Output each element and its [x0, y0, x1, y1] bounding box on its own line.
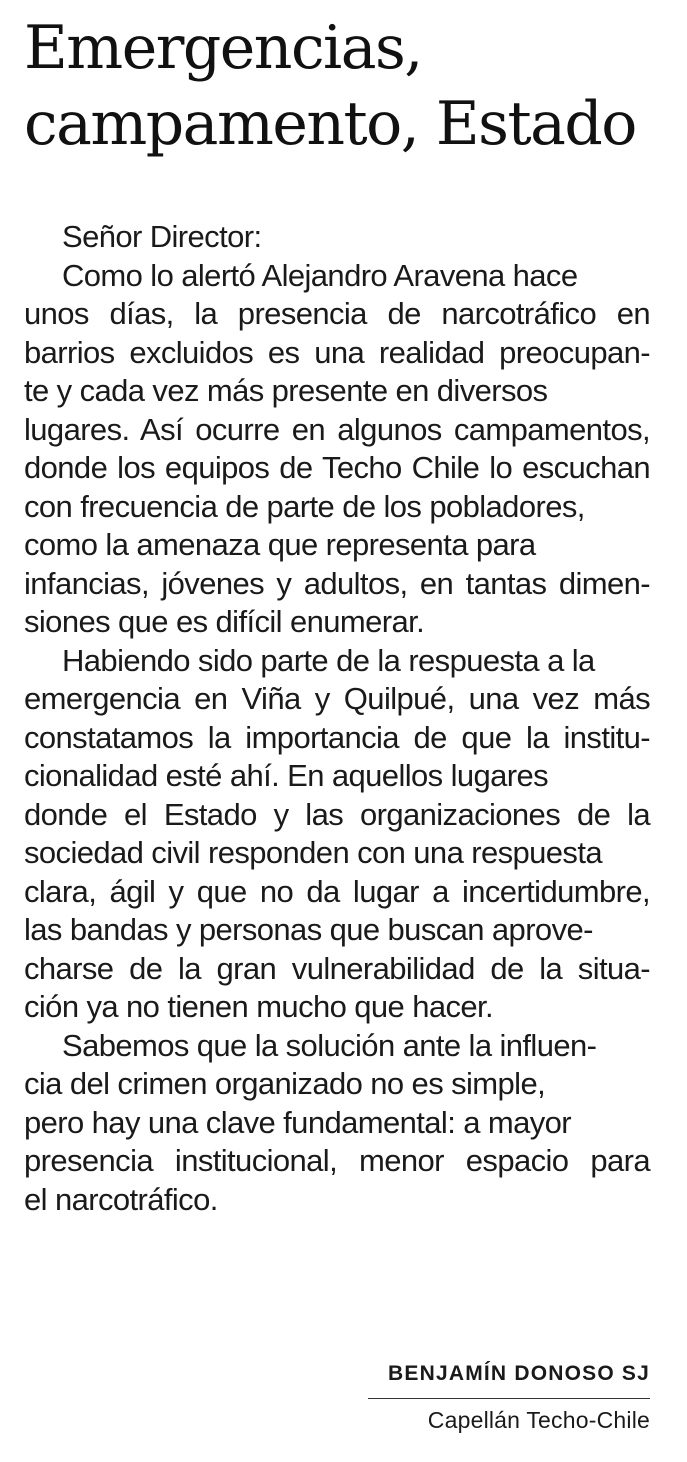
paragraph-1-line: unos días, la presencia de narcotráfico en [24, 296, 650, 331]
paragraph-1-line: donde los equipos de Techo Chile lo escuchan [24, 450, 650, 485]
paragraph-3-line: pero hay una clave fundamental: a mayor [24, 1104, 571, 1140]
paragraph-2-line: las bandas y personas que buscan aprove- [24, 912, 593, 947]
paragraph-1-line: Como lo alertó Alejandro Aravena hace [62, 257, 578, 293]
paragraph-1-line: lugares. Así ocurre en algunos campamentos, [24, 411, 650, 447]
paragraph-1-line: como la amenaza que representa para [24, 527, 536, 562]
paragraph-2-line: ción ya no tienen mucho que hacer. [24, 989, 494, 1024]
signature-name: BENJAMÍN DONOSO SJ [388, 1362, 650, 1385]
paragraph-3-line: el narcotráfico. [24, 1181, 218, 1217]
signature-role: Capellán Techo-Chile [427, 1407, 650, 1433]
paragraph-1-line: siones que es difícil enumerar. [24, 604, 425, 639]
headline-line: campamento, Estado [24, 89, 636, 159]
signature-divider [368, 1398, 650, 1399]
paragraph-1-line: con frecuencia de parte de los pobladores, [24, 488, 585, 524]
paragraph-2-line: charse de la gran vulnerabilidad de la situa- [24, 950, 650, 986]
headline [24, 10, 664, 162]
paragraph-3-line: cia del crimen organizado no es simple, [24, 1066, 546, 1101]
paragraph-2-line: sociedad civil responden con una respuesta [24, 835, 602, 870]
paragraph-1-line: barrios excluidos es una realidad preocupan- [24, 334, 650, 370]
paragraph-2-line: Habiendo sido parte de la respuesta a la [62, 642, 595, 678]
paragraph-1-line: te y cada vez más presente en diversos [24, 373, 548, 408]
paragraph-1-line: infancias, jóvenes y adultos, en tantas dimen- [24, 565, 650, 601]
paragraph-2-line: constatamos la importancia de que la institu- [24, 719, 650, 755]
headline-line: Emergencias, [24, 13, 422, 83]
paragraph-2-line: clara, ágil y que no da lugar a incertidumbre, [24, 873, 650, 909]
paragraph-2-line: cionalidad esté ahí. En aquellos lugares [24, 758, 549, 793]
letter-body [24, 218, 650, 1219]
salutation: Señor Director: [62, 219, 262, 254]
paragraph-2-line: emergencia en Viña y Quilpué, una vez más [24, 681, 650, 716]
paragraph-3-line: Sabemos que la solución ante la influen- [62, 1027, 597, 1063]
paragraph-3-line: presencia institucional, menor espacio para [24, 1143, 650, 1178]
paragraph-2-line: donde el Estado y las organizaciones de la [24, 796, 650, 832]
